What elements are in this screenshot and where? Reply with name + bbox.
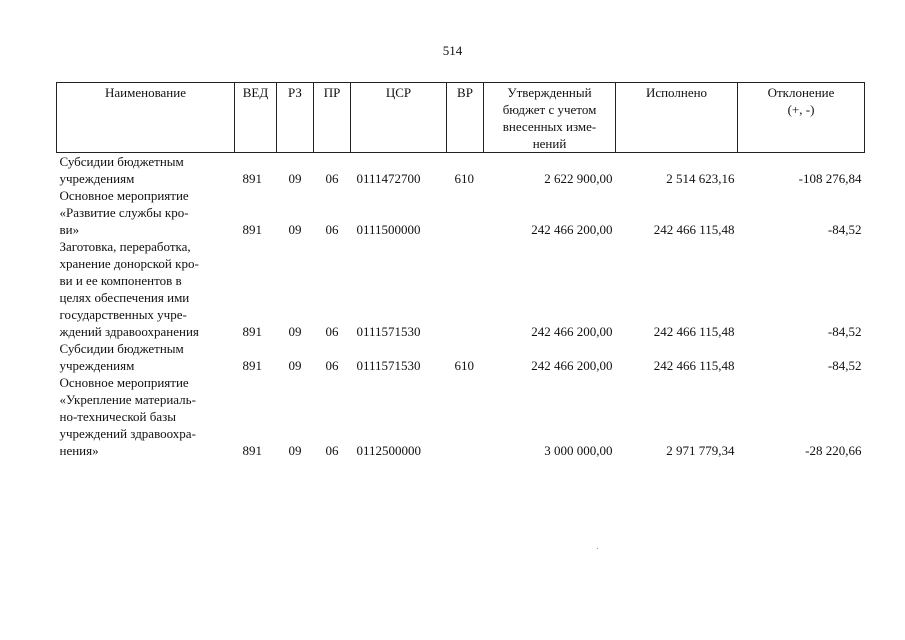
cell-pr: 06 xyxy=(325,171,339,186)
table-row xyxy=(57,340,865,374)
cell-rz: 09 xyxy=(288,171,302,186)
cell-executed: 242 466 115,48 xyxy=(653,222,735,237)
cell-approved: 242 466 200,00 xyxy=(531,222,613,237)
cell-csr: 0112500000 xyxy=(356,443,422,458)
header-vr: ВР xyxy=(447,83,484,153)
cell-ved: 891 xyxy=(242,443,262,458)
header-pr: ПР xyxy=(314,83,351,153)
cell-ved: 891 xyxy=(242,324,262,339)
table-row xyxy=(57,238,865,340)
cell-vr xyxy=(447,187,484,238)
cell-executed: 2 971 779,34 xyxy=(666,443,735,458)
cell-pr: 06 xyxy=(325,324,339,339)
cell-executed: 242 466 115,48 xyxy=(653,324,735,339)
cell-vr: 610 xyxy=(454,171,474,186)
cell-csr: 0111472700 xyxy=(356,171,421,186)
cell-deviation: -84,52 xyxy=(827,222,862,237)
cell-pr: 06 xyxy=(325,222,339,237)
cell-approved: 242 466 200,00 xyxy=(531,358,613,373)
header-approved: Утвержденный бюджет с учетом внесенных изме- нений xyxy=(484,83,616,153)
header-rz: РЗ xyxy=(277,83,314,153)
cell-rz: 09 xyxy=(288,358,302,373)
header-executed: Исполнено xyxy=(616,83,738,153)
cell-approved: 3 000 000,00 xyxy=(544,443,613,458)
table-row xyxy=(57,153,865,188)
header-name: Наименование xyxy=(57,83,235,153)
cell-vr xyxy=(447,374,484,459)
cell-vr: 610 xyxy=(454,358,474,373)
cell-name: Заготовка, переработка, хранение донорской кро- ви и ее компонентов в целях обеспечения ими государственных учре- ждений здравоохранения xyxy=(59,239,199,339)
table-header-row xyxy=(57,83,865,153)
cell-csr: 0111500000 xyxy=(356,222,421,237)
cell-pr: 06 xyxy=(325,358,339,373)
cell-name: Основное мероприятие «Развитие службы кро- ви» xyxy=(59,188,189,237)
cell-rz: 09 xyxy=(288,324,302,339)
cell-executed: 242 466 115,48 xyxy=(653,358,735,373)
cell-executed: 2 514 623,16 xyxy=(666,171,735,186)
cell-rz: 09 xyxy=(288,443,302,458)
header-csr: ЦСР xyxy=(351,83,447,153)
header-deviation: Отклонение (+, -) xyxy=(738,83,865,153)
cell-deviation: -84,52 xyxy=(827,358,862,373)
cell-ved: 891 xyxy=(242,222,262,237)
cell-approved: 2 622 900,00 xyxy=(544,171,613,186)
table-row xyxy=(57,187,865,238)
cell-name: Субсидии бюджетным учреждениям xyxy=(59,341,184,373)
cell-ved: 891 xyxy=(242,171,262,186)
cell-csr: 0111571530 xyxy=(356,324,421,339)
scan-speck xyxy=(597,548,598,549)
header-ved: ВЕД xyxy=(235,83,277,153)
page-number: 514 xyxy=(442,43,463,58)
cell-approved: 242 466 200,00 xyxy=(531,324,613,339)
cell-csr: 0111571530 xyxy=(356,358,421,373)
budget-execution-table xyxy=(56,82,865,459)
table-row xyxy=(57,374,865,459)
cell-vr xyxy=(447,238,484,340)
cell-deviation: -28 220,66 xyxy=(805,443,862,458)
cell-name: Субсидии бюджетным учреждениям xyxy=(59,154,184,186)
cell-ved: 891 xyxy=(242,358,262,373)
cell-rz: 09 xyxy=(288,222,302,237)
cell-name: Основное мероприятие «Укрепление материаль- но-технической базы учреждений здравоохра- нения» xyxy=(59,375,196,458)
cell-deviation: -84,52 xyxy=(827,324,862,339)
cell-pr: 06 xyxy=(325,443,339,458)
cell-deviation: -108 276,84 xyxy=(798,171,862,186)
